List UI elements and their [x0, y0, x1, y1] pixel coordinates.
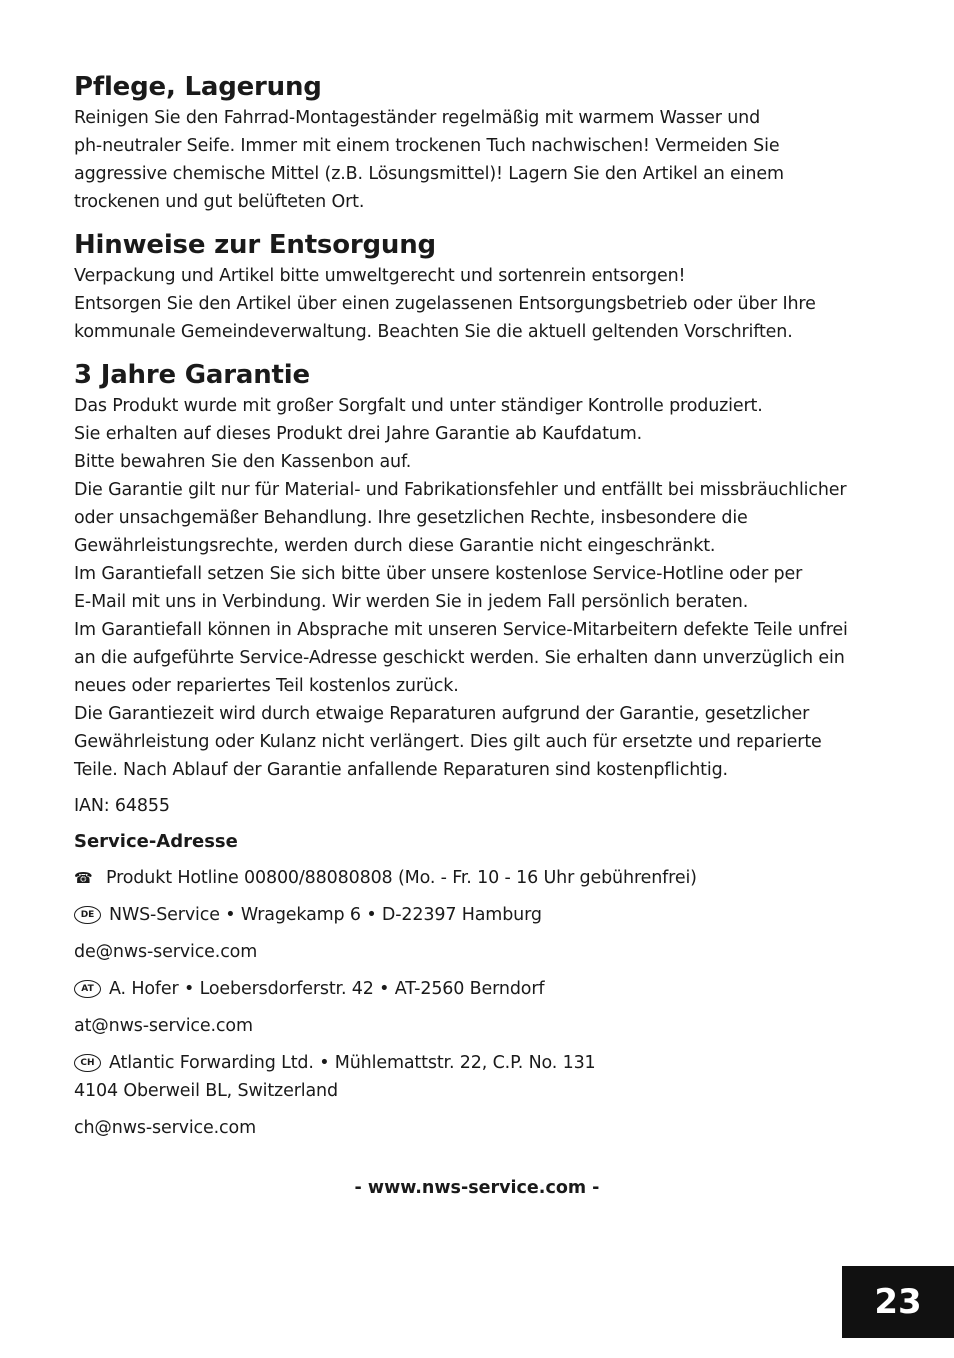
ch-address-line2: 4104 Oberweil BL, Switzerland: [74, 1081, 338, 1101]
hotline-text: Produkt Hotline 00800/88080808 (Mo. - Fr. 10 - 16 Uhr gebührenfrei): [106, 868, 697, 888]
footer-website-link[interactable]: - www.nws-service.com -: [354, 1178, 600, 1198]
at-email[interactable]: at@nws-service.com: [74, 1016, 253, 1036]
ch-country-icon: CH: [74, 1054, 101, 1072]
disposal-heading: Hinweise zur Entsorgung: [74, 230, 436, 260]
care-section: [74, 70, 894, 216]
warranty-text: Das Produkt wurde mit großer Sorgfalt und unter ständiger Kontrolle produziert. Sie erhalten auf dieses Produkt drei Jahre Garantie ab Kaufdatum. Bitte bewahren Sie den Kassenbon auf. Die Garantie gilt nur für Material- und Fabrikationsfehler und entfällt bei missbräuchlicher oder unsachgemäßer Behandlung. Ihre gesetzlichen Rechte, insbesondere die Gewährleistungsrechte, werden durch diese Garantie nicht eingeschränkt. Im Garantiefall setzen Sie sich bitte über unsere kostenlose Service-Hotline oder per E-Mail mit uns in Verbindung. Wir werden Sie in jedem Fall persönlich beraten. Im Garantiefall können in Absprache mit unseren Service-Mitarbeitern defekte Teile unfrei an die aufgeführte Service-Adresse geschickt werden. Sie erhalten dann unverzüglich ein neues oder repariertes Teil kostenlos zurück. Die Garantiezeit wird durch etwaige Reparaturen aufgrund der Garantie, gesetzlicher Gewährleistung oder Kulanz nicht verlängert. Dies gilt auch für ersetzte und reparierte Teile. Nach Ablauf der Garantie anfallende Reparaturen sind kostenpflichtig.: [74, 396, 848, 780]
page-content: [74, 70, 894, 1142]
warranty-heading: 3 Jahre Garantie: [74, 360, 310, 390]
page-number: 23: [842, 1266, 954, 1338]
care-text: Reinigen Sie den Fahrrad-Montageständer regelmäßig mit warmem Wasser und ph-neutraler Seife. Immer mit einem trockenen Tuch nachwischen! Vermeiden Sie aggressive chemische Mittel (z.B. Lösungsmittel)! Lagern Sie den Artikel an einem trockenen und gut belüfteten Ort.: [74, 108, 784, 212]
ch-address-row: [74, 1049, 894, 1077]
de-email[interactable]: de@nws-service.com: [74, 942, 258, 962]
ian-number: IAN: 64855: [74, 796, 170, 816]
at-address: A. Hofer • Loebersdorferstr. 42 • AT-2560 Berndorf: [109, 979, 545, 999]
phone-icon: ☎: [74, 869, 93, 887]
warranty-section: [74, 358, 894, 784]
de-country-icon: DE: [74, 906, 101, 924]
disposal-section: [74, 228, 894, 346]
at-country-icon: AT: [74, 980, 101, 998]
ch-address-line1: Atlantic Forwarding Ltd. • Mühlemattstr. 22, C.P. No. 131: [109, 1053, 596, 1073]
at-address-row: [74, 975, 894, 1003]
ch-email[interactable]: ch@nws-service.com: [74, 1118, 256, 1138]
disposal-text: Verpackung und Artikel bitte umweltgerecht und sortenrein entsorgen! Entsorgen Sie den Artikel über einen zugelassenen Entsorgungsbetrieb oder über Ihre kommunale Gemeindeverwaltung. Beachten Sie die aktuell geltenden Vorschriften.: [74, 266, 816, 342]
de-address-row: [74, 901, 894, 929]
hotline-row: [74, 864, 894, 892]
service-heading: Service-Adresse: [74, 831, 238, 852]
care-heading: Pflege, Lagerung: [74, 72, 322, 102]
de-address: NWS-Service • Wragekamp 6 • D-22397 Hamburg: [109, 905, 542, 925]
